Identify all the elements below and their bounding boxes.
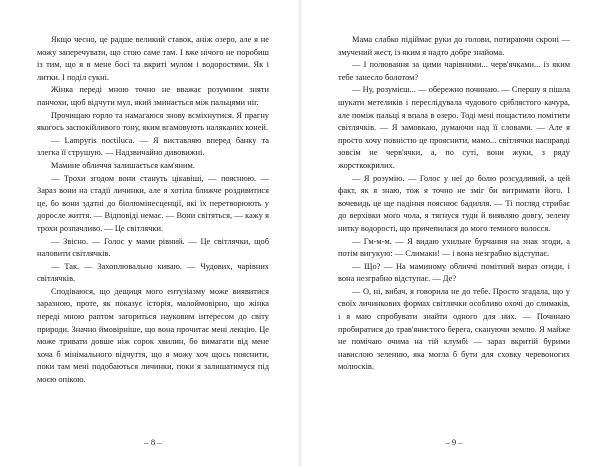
left-page xyxy=(37,34,269,434)
paragraph: — Що? — На маминому обличчі помітний вираз огиди, і вона незграбно відступає. — Де? xyxy=(338,261,570,284)
paragraph: — Гм-м-м. — Я видаю ухильне бурчання на знак згоди, а потім вигукую: — Слимаки! — і вона незграбно відступає. xyxy=(338,236,570,259)
right-page xyxy=(338,34,570,434)
paragraph: — Звісно. — Голос у мами рівний. — Це світлячки, щоб наловити світлячків. xyxy=(37,236,269,259)
paragraph: — Так. — Захоплювально киваю. — Чудових, чарівних світлячків. xyxy=(37,261,269,284)
paragraph: Сподіваюся, що дещиця мого ентузіазму може виявитися заразною, проте, як показує історія, малоймовірно, що жінка переді мною раптом загориться науковим інтересом до світу природи. Значно ймовірніше, що вона прочитає мені лекцію. Це може тривати довше ніж сорок хвилин, бо вимагати від мене хоча б мінімального відчуття, що я можу хоч щось пояснити, поки там мені подобаються личинки, поки я залишатимуся під моєю опікою. xyxy=(37,286,269,385)
paragraph: — Я розумію. — Голос у неї до болю розсудливий, а цей факт, як я знаю, тож я точно не зміг би витримати його. І вочевидь це ще падіння пояснює бадилля. — Ті погляд стрибає до верхівки мого чола, я тягнуся туди й виявляю довгу, зелену нитку водорості, що причепилася до мого темного волосся. xyxy=(338,173,570,233)
paragraph: — Lampyris noctiluca. — Я виставляю вперед банку та злегка її струшую. — Надзвичайно дивовижні. xyxy=(37,135,269,158)
page-number-right: – 9 – xyxy=(445,437,463,447)
paragraph: Якщо чесно, це радше великий ставок, аніж озеро, але я не можу заперечувати, що стою саме там. І вже нічого не поробиш із тим, що я в мене босі та вкриті мулом і водоростями. Як і литки. І поділ сукні. xyxy=(37,35,269,82)
book-gutter xyxy=(298,0,302,467)
page-number-left: – 8 – xyxy=(144,437,162,447)
paragraph: — Ну, розумієш... — обережно починаю. — Спершу я пішла шукати метеликів і переслідувала чудового сріблястого качура, але поміж пальці я впала в озеро. Тоді мені пощастило помітити світлячків. — Я замовкаю, думаючи над її словами. — Але я просто хочу повністю це прояснити, мамо... світлячки насправді зовсім не черв'ячки, а, по суті, вони жуки, з ряду жорсткокрилих. xyxy=(338,85,570,170)
paragraph: Мамине обличчя залишається кам'яним. xyxy=(51,160,195,170)
paragraph: — Трохи згодом вони стануть цікавіші, — пояснюю. — Зараз вони на стадії личинки, але я хотіла ближче роздивитися це, бо вони здатні до біолюмінесценції, які їх перетворюють у доросле життя. — Відповіді немає. — Вони світяться, — кажу я трохи розпачливо. — Це світлячки. xyxy=(37,173,269,233)
paragraph: Жінка переді мною точно не вважає розумним зняти панчохи, щоб відчути мул, який зминається між пальцями ніг. xyxy=(37,85,269,107)
paragraph: Мама слабко підіймає руки до голови, потираючи скроні — змучений жест, із яким я надто добре знайома. xyxy=(338,35,570,57)
paragraph: — О, ні, вибач, я говорила не до тебе. Просто згадала, що у своїх личинкових формах світлячки особливо охочі до слимаків, і я маю спробувати знайти одного для них. — Починаю пробиратися до трав'янистого берега, скануючи землю. Я майже не помічаю очима на тій клумбі — зараз вкритій бурими навислою зеленню, яка могла б бути для сховку черевоногих молюсків. xyxy=(338,286,570,372)
paragraph: Прочищаю горло та намагаюся знову всміхнутися. Я прагну якогось заспокійливого тону, яким вгамовують наляканих коней. xyxy=(37,110,269,133)
paragraph: — І полювання за цими чарівними... черв'ячками... із яким тебе занесло болотом? xyxy=(338,60,570,82)
